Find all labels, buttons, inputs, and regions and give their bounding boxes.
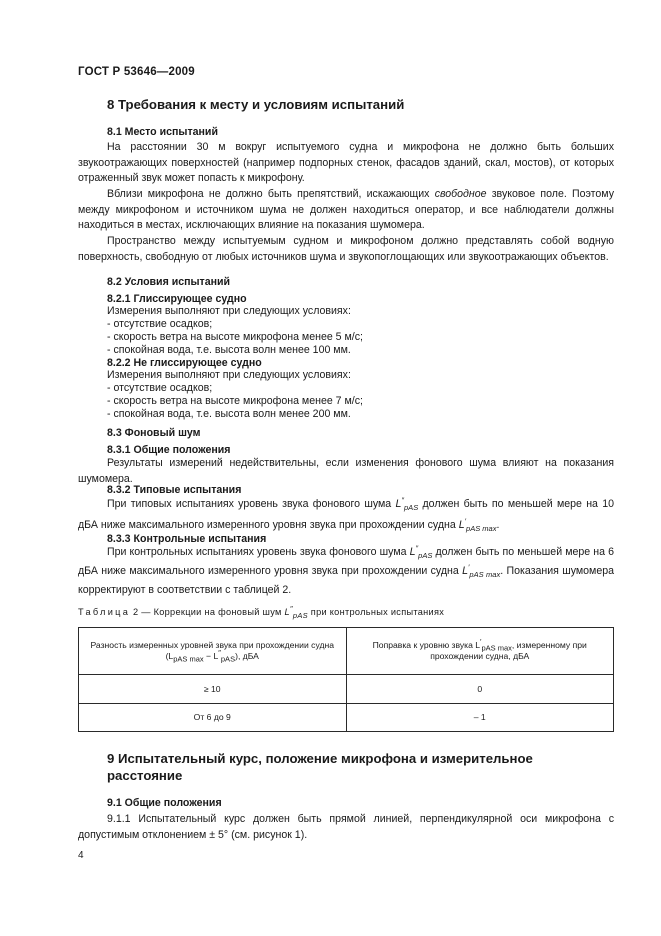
list-item: - отсутствие осадков; — [107, 318, 213, 330]
section-9-1-1-text: 9.1.1 Испытательный курс должен быть прямой линией, перпендикулярной оси микрофона с допустимым отклонением ± 5° (см. рисунок 1). — [78, 813, 614, 841]
section-9-1-title: 9.1 Общие положения — [107, 797, 222, 809]
table-header-row — [79, 628, 614, 675]
section-8-3-2-title: 8.3.2 Типовые испытания — [107, 484, 242, 496]
symbol-l-pas-max-prime: $L'_{pAS max}$ — [462, 562, 501, 580]
symbol-l-pas-dbl: $L''_{pAS}$ — [409, 543, 433, 561]
section-8-1-title: 8.1 Место испытаний — [107, 126, 218, 138]
table-2-caption: Таблица 2 — Коррекции на фоновый шум $L''_{pAS}$ при контрольных испытаниях — [78, 603, 445, 620]
list-item: - спокойная вода, т.е. высота волн менее 100 мм. — [107, 344, 351, 356]
list-item: - отсутствие осадков; — [107, 382, 213, 394]
section-8-1-para-2: Вблизи микрофона не должно быть препятствий, искажающих свободное звуковое поле. Поэтому между микрофоном и источником шума не должен находиться оператор, и все наблюдатели должны находиться в местах, исключающих влияние на показания шумомера. — [78, 188, 615, 232]
section-8-3-1-title: 8.3.1 Общие положения — [107, 444, 231, 456]
section-8-title: 8 Требования к месту и условиям испытаний — [107, 97, 405, 112]
section-8-3-1-text: Результаты измерений недействительны, если изменения фонового шума влияют на показания шумомера. — [78, 457, 614, 485]
symbol-l-pas-dbl: $L''_{pAS}$ — [395, 495, 419, 513]
table-row — [79, 704, 614, 732]
symbol-l-pas-max-prime: $L'_{pAS max}$ — [458, 516, 497, 534]
section-8-3-title: 8.3 Фоновый шум — [107, 427, 201, 439]
standard-header: ГОСТ Р 53646—2009 — [78, 66, 195, 78]
table-cell: ≥ 10 — [79, 675, 347, 704]
table-header-difference: Разность измеренных уровней звука при прохождении судна $(L_{pAS max} - L''_{pAS})$, дБА — [79, 628, 347, 675]
section-8-3-3-title: 8.3.3 Контрольные испытания — [107, 533, 267, 545]
section-8-1-para-1: На расстоянии 30 м вокруг испытуемого судна и микрофона не должно быть больших звукоотражающих поверхностей (например подпорных стенок, фасадов зданий, скал, мостов), от которых отраженный звук может попасть к микрофону. — [78, 141, 614, 185]
section-9-title: 9 Испытательный курс, положение микрофона и измерительное расстояние — [107, 751, 533, 783]
list-item: - скорость ветра на высоте микрофона менее 7 м/с; — [107, 395, 363, 407]
section-8-3-3-text: При контрольных испытаниях уровень звука фонового шума $L''_{pAS}$ должен быть по меньшей мере на 6 дБА ниже максимального измеренного уровня звука при прохождении судна $L'_{pAS max}$. Показания шумомера корректируют в соответствии с таблицей 2. — [78, 543, 615, 596]
list-item: - скорость ветра на высоте микрофона менее 5 м/с; — [107, 331, 363, 343]
section-8-3-2-text: При типовых испытаниях уровень звука фонового шума $L''_{pAS}$ должен быть по меньшей мере на 10 дБА ниже максимального измеренного уровня звука при прохождении судна $L'_{pAS max}$. — [78, 495, 614, 534]
list-item: - спокойная вода, т.е. высота волн менее 200 мм. — [107, 408, 351, 420]
table-cell: 0 — [346, 675, 614, 704]
section-8-2-2-lead: Измерения выполняют при следующих условиях: — [107, 369, 351, 381]
table-row — [79, 675, 614, 704]
section-8-2-title: 8.2 Условия испытаний — [107, 276, 231, 288]
table-cell: – 1 — [346, 704, 614, 732]
page-number: 4 — [78, 850, 84, 861]
section-8-1-para-3: Пространство между испытуемым судном и микрофоном должно представлять собой водную поверхность, свободную от любых источников шума и звукопоглощающих или звукоотражающих объектов. — [78, 235, 614, 263]
section-8-2-2-title: 8.2.2 Не глиссирующее судно — [107, 357, 262, 369]
table-cell: От 6 до 9 — [79, 704, 347, 732]
section-8-2-1-title: 8.2.1 Глиссирующее судно — [107, 293, 247, 305]
section-8-2-1-lead: Измерения выполняют при следующих условиях: — [107, 305, 351, 317]
correction-table — [78, 627, 614, 732]
table-header-correction: Поправка к уровню звука $L'_{pAS max}$, измеренному при прохождении судна, дБА — [346, 628, 614, 675]
